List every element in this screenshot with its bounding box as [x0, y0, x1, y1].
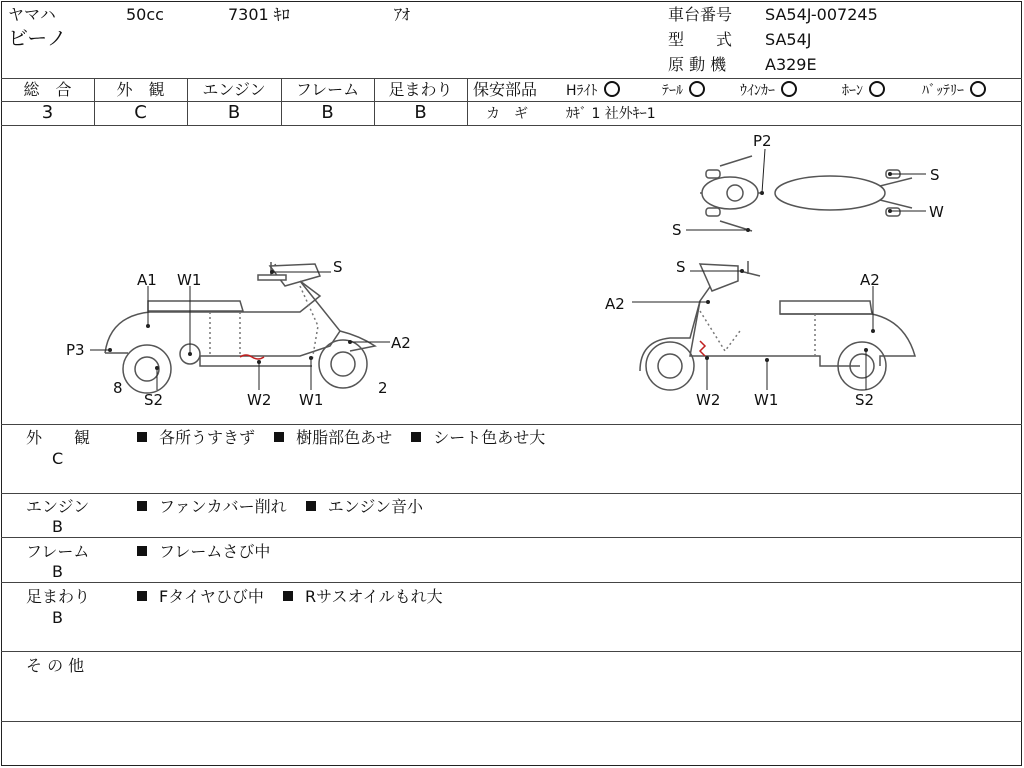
note-grade-engine: B [52, 517, 63, 536]
note-items-frame: フレームさび中 [137, 542, 284, 562]
maker: ヤマハ [8, 5, 56, 24]
label-2: 2 [378, 379, 388, 397]
bullet-icon [274, 432, 284, 442]
label-W1: W1 [299, 391, 324, 409]
label-S2: S2 [144, 391, 164, 409]
label-P2: P2 [753, 132, 772, 150]
note-items-suspension: Fタイヤひび中 Rサスオイルもれ大 [137, 587, 457, 607]
safety-label: 保安部品 [473, 80, 538, 99]
safety-item-winker: ｳｲﾝｶｰ [740, 81, 797, 101]
note-items-engine: ファンカバー削れ エンジン音小 [137, 497, 437, 517]
grid-line [467, 101, 1022, 102]
color: ｱｵ [394, 5, 411, 24]
label-A2: A2 [605, 295, 625, 313]
suspension-grade: B [414, 102, 427, 123]
engine-grade-label: エンジン [202, 80, 266, 99]
type-value: SA54J [765, 30, 812, 49]
ok-circle-icon [689, 81, 705, 97]
label-P3: P3 [66, 341, 85, 359]
label-A1: A1 [137, 271, 157, 289]
safety-item-headlight: Hﾗｲﾄ [566, 81, 620, 101]
label-A2: A2 [860, 271, 880, 289]
note-grade-suspension: B [52, 608, 63, 627]
bullet-icon [137, 432, 147, 442]
note-label-suspension: 足まわり [26, 587, 91, 606]
grid-line [467, 78, 468, 125]
label-W: W [929, 203, 944, 221]
label-8: 8 [113, 379, 123, 397]
grid-line [1, 493, 1022, 494]
label-S: S [672, 221, 682, 239]
note-items-exterior: 各所うすきず 樹脂部色あせ シート色あせ大 [137, 428, 559, 448]
bullet-icon [137, 591, 147, 601]
engine-grade: B [227, 102, 241, 123]
grid-line [1, 651, 1022, 652]
label-S: S [333, 258, 343, 276]
suspension-grade-label: 足まわり [388, 80, 453, 99]
safety-item-horn: ﾎｰﾝ [842, 81, 885, 101]
label-S: S [676, 258, 686, 276]
note-grade-exterior: C [52, 449, 64, 468]
note-label-engine: エンジン [26, 497, 90, 516]
key-value: ｶｷﾞ 1 社外ｷｰ1 [566, 106, 656, 122]
type-label: 型 式 [668, 30, 733, 49]
mileage: 7301 ｷﾛ [228, 5, 290, 24]
safety-item-battery: ﾊﾞｯﾃﾘｰ [922, 81, 986, 101]
label-W2: W2 [247, 391, 272, 409]
exterior-label: 外 観 [116, 80, 165, 99]
label-W1: W1 [754, 391, 779, 409]
note-label-frame: フレーム [26, 542, 90, 561]
frame-grade-label: フレーム [295, 80, 360, 99]
label-S: S [930, 166, 940, 184]
bullet-icon [137, 501, 147, 511]
frame-no-label: 車台番号 [668, 5, 733, 24]
grid-line [1, 78, 1022, 79]
grid-line [1, 582, 1022, 583]
label-W1: W1 [177, 271, 202, 289]
note-label-exterior: 外 観 [26, 428, 91, 447]
bullet-icon [283, 591, 293, 601]
ok-circle-icon [869, 81, 885, 97]
ok-circle-icon [970, 81, 986, 97]
grid-line [1, 537, 1022, 538]
ok-circle-icon [604, 81, 620, 97]
ok-circle-icon [781, 81, 797, 97]
grid-line [1, 424, 1022, 425]
grid-line [1, 721, 1022, 722]
note-label-other: そ の 他 [26, 656, 85, 675]
label-W2: W2 [696, 391, 721, 409]
bullet-icon [306, 501, 316, 511]
engine-label: 原 動 機 [668, 55, 727, 74]
engine-value: A329E [765, 55, 817, 74]
note-grade-frame: B [52, 562, 63, 581]
safety-item-tail: ﾃｰﾙ [662, 81, 705, 101]
overall-label: 総 合 [23, 80, 72, 99]
frame-no-value: SA54J-007245 [765, 5, 878, 24]
displacement: 50cc [126, 5, 164, 24]
exterior-grade: C [134, 102, 147, 123]
bullet-icon [411, 432, 421, 442]
damage-diagram [0, 126, 1024, 424]
label-S2: S2 [855, 391, 875, 409]
frame-grade: B [321, 102, 334, 123]
key-label: カ ギ [486, 106, 528, 122]
label-A2: A2 [391, 334, 411, 352]
overall-grade: 3 [41, 102, 54, 123]
scooter-top-view [700, 156, 912, 231]
bullet-icon [137, 546, 147, 556]
model-name: ビーノ [8, 26, 67, 50]
